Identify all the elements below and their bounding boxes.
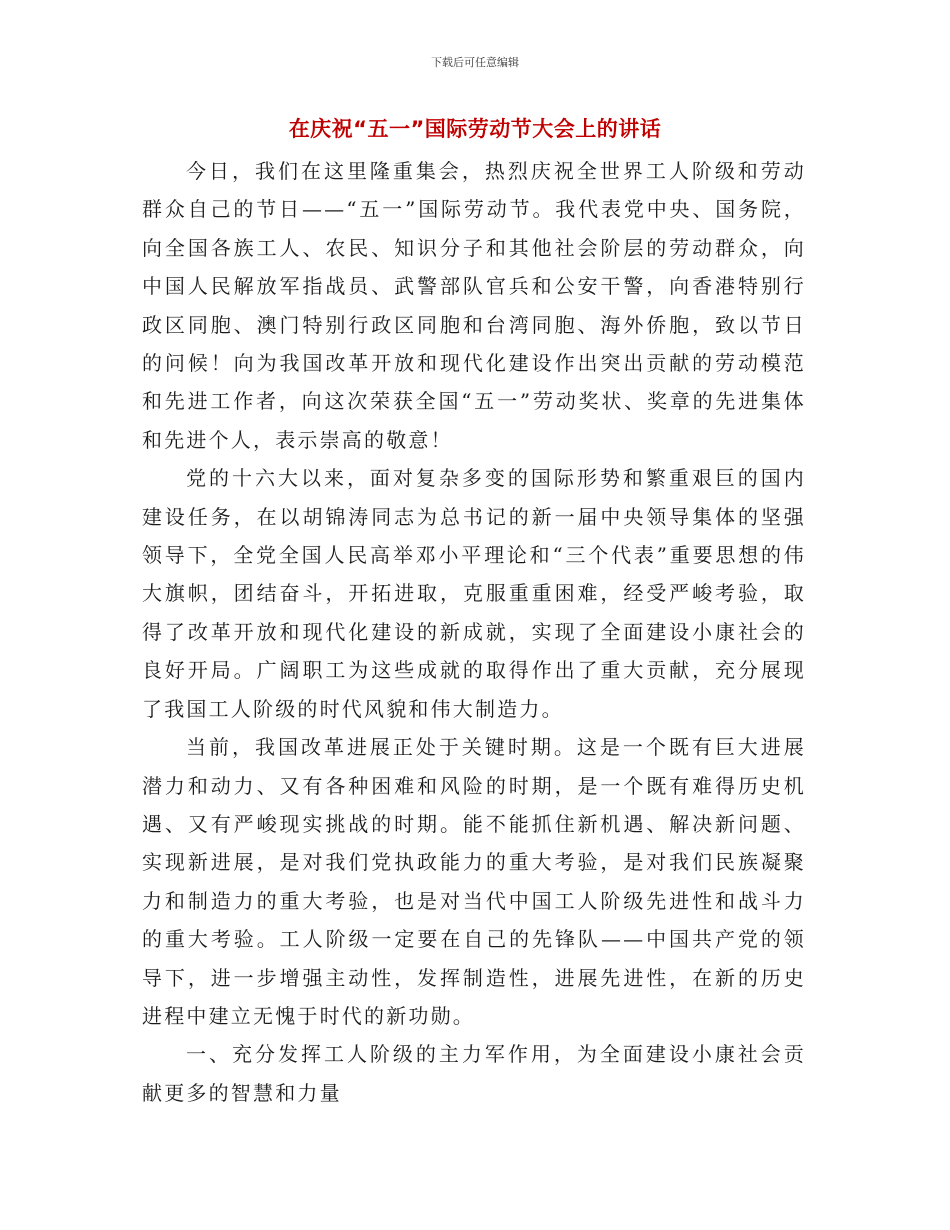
paragraph-2: 党的十六大以来，面对复杂多变的国际形势和繁重艰巨的国内建设任务，在以胡锦涛同志为总书记的新一届中央领导集体的坚强领导下，全党全国人民高举邓小平理论和“三个代表”重要思想的伟大旗帜，团结奋斗，开拓进取，克服重重困难，经受严峻考验，取得了改革开放和现代化建设的新成就，实现了全面建设小康社会的良好开局。广阔职工为这些成就的取得作出了重大贡献，充分展现了我国工人阶级的时代风貌和伟大制造力。 [142,466,806,721]
paragraph-1: 今日，我们在这里隆重集会，热烈庆祝全世界工人阶级和劳动群众自己的节日——“五一”国际劳动节。我代表党中央、国务院，向全国各族工人、农民、知识分子和其他社会阶层的劳动群众，向中国人民解放军指战员、武警部队官兵和公安干警，向香港特别行政区同胞、澳门特别行政区同胞和台湾同胞、海外侨胞，致以节日的问候！向为我国改革开放和现代化建设作出突出贡献的劳动模范和先进工作者，向这次荣获全国“五一”劳动奖状、奖章的先进集体和先进个人，表示崇高的敬意！ [142,159,806,452]
document-title: 在庆祝“五一”国际劳动节大会上的讲话 [288,117,662,141]
document-body [142,152,806,1112]
header-note: 下载后可任意编辑 [431,56,519,69]
paragraph-3: 当前，我国改革进展正处于关键时期。这是一个既有巨大进展潜力和动力、又有各种困难和风险的时期，是一个既有难得历史机遇、又有严峻现实挑战的时期。能不能抓住新机遇、解决新问题、实现新进展，是对我们党执政能力的重大考验，是对我们民族凝聚力和制造力的重大考验，也是对当代中国工人阶级先进性和战斗力的重大考验。工人阶级一定要在自己的先锋队——中国共产党的领导下，进一步增强主动性，发挥制造性，进展先进性，在新的历史进程中建立无愧于时代的新功勋。 [142,735,806,1028]
section-heading-1: 一、充分发挥工人阶级的主力军作用，为全面建设小康社会贡献更多的智慧和力量 [142,1042,806,1105]
